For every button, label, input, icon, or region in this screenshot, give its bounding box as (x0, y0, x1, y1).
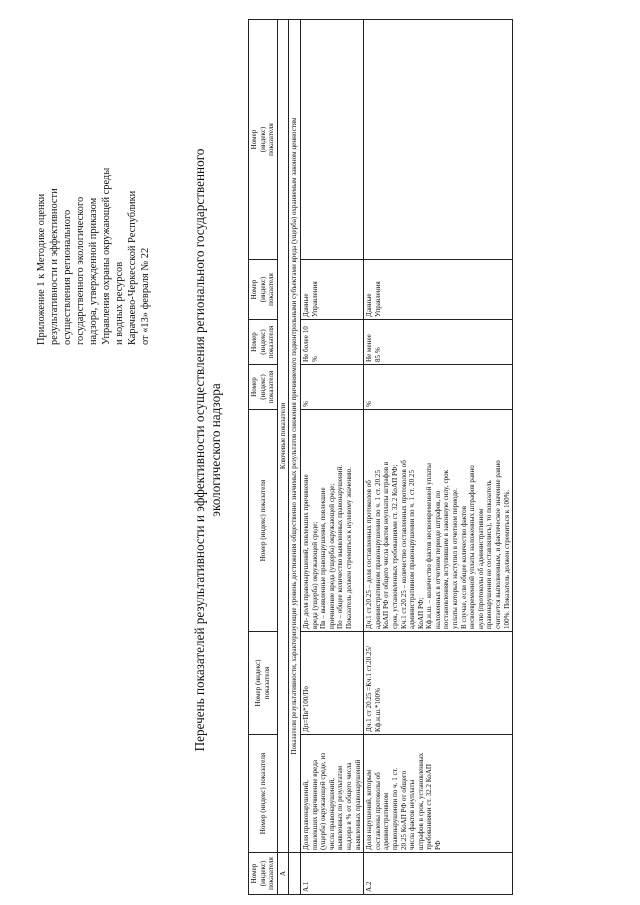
indicator-name: Доля нарушений, которым составлены протоколы об административном правонарушении по ч. 1 ст. 20.25 КоАП РФ от общего числа фактов неуплаты штрафов в срок, установленных требованиями ст. 32.2 КоАП РФ (364, 735, 513, 853)
group-description: Показатели результативности, характеризующие уровень достижения общественно значимых результатов снижения причиняемого подконтрольными субъектами вреда (ущерба) охраняемым законом ценностям (289, 20, 301, 853)
appendix-line: и водных ресурсов (114, 261, 125, 345)
indicator-unit: % (364, 365, 513, 410)
group-empty-cell (289, 853, 301, 895)
indicator-target: Не более 10 % (300, 320, 363, 365)
header-cell: Номер (индекс) показателя (249, 260, 278, 320)
indicator-unit: % (300, 365, 363, 410)
section-label: А (277, 853, 289, 895)
appendix-line: результативности и эффективности (49, 188, 60, 345)
group-row (289, 20, 301, 895)
indicator-name: Доля правонарушений, повлекших причинение вреда (ущерба) окружающей среде, из числа правонарушений, выявленных по результатам надзора в % от общего числа выявленных правонарушений (300, 735, 363, 853)
table-row (364, 20, 513, 895)
appendix-line: надзора, утвержденной приказом (88, 197, 99, 345)
indicator-target: Не менее 85 % (364, 320, 513, 365)
section-row (277, 20, 289, 895)
indicators-table (248, 19, 513, 895)
header-cell: Номер (индекс) показателя (249, 632, 278, 735)
header-cell: Номер (индекс) показателя (249, 735, 278, 853)
document-title (192, 50, 224, 850)
indicator-description: Дч.1 ст.20.25 – доля составленных протоколов об административном правонарушении по ч. 1 ст. 20.25 КоАП РФ от общего числа фактов неуплаты штрафов в срок, установленных требованиями ст. 32.2 КоАП РФ; Кч.1 ст.20.25 – количество составленных протоколов об административном правонарушении по ч. 1 ст. 20.25 КоАП РФ; Кф.н.ш. – количество фактов несвоевременной уплаты наложенных в отчетном периоде штрафов, по постановлениям, вступившим в законную силу, срок уплаты которых наступил в отчетном периоде. В случае, если общее количество фактов несвоевременной уплаты наложенных штрафов равно нулю (протоколы об административном правонарушении не составлялись), то показатель считается выполненным, и фактическое значение равно 100%. Показатель должен стремиться к 100%. (364, 410, 513, 632)
indicator-formula: Дп=Пв*100/По (300, 632, 363, 735)
indicator-extra-cell (364, 20, 513, 260)
title-line: Перечень показателей результативности и эффективности осуществления регионального государственного (192, 148, 207, 752)
title-line: экологического надзора (208, 383, 223, 517)
indicator-description: Дп- доля правонарушений, повлекших причинение вреда (ущерба) окружающей среде; Пв – выявленные правонарушения, повлекшие причинение вреда (ущерба) окружающей среде; По – общее количество выявленных правонарушений. Показатель должен стремиться к нулевому значению. (300, 410, 363, 632)
indicator-extra-cell (300, 20, 363, 260)
table-row (300, 20, 363, 895)
appendix-line: осуществления регионального (62, 209, 73, 345)
appendix-line: государственного экологического (75, 196, 86, 345)
indicator-id: А.2 (364, 853, 513, 895)
indicator-source: Данные Управления (300, 260, 363, 320)
header-cell: Номер (индекс) показателя (249, 320, 278, 365)
header-cell: Номер (индекс) показателя (249, 20, 278, 260)
key-indicators-label: Ключевые показатели (277, 20, 289, 853)
appendix-line: Карачаево-Черкесской Республики (127, 190, 138, 345)
indicator-id: А.1 (300, 853, 363, 895)
indicator-source: Данные Управления (364, 260, 513, 320)
header-row (249, 20, 278, 895)
header-cell: Номер (индекс) показателя (249, 365, 278, 410)
header-cell: Номер (индекс) показателя (249, 410, 278, 632)
appendix-note (35, 25, 152, 345)
indicator-formula: Дч.1 ст 20.25 =Кч.1 ст.20.25/ Кф.н.ш.*100% (364, 632, 513, 735)
appendix-line: от «13» февраля № 22 (140, 247, 151, 345)
header-cell: Номер (индекс) показателя (249, 853, 278, 895)
appendix-line: Приложение 1 к Методике оценки (36, 193, 47, 345)
appendix-line: Управления охраны окружающей среды (101, 167, 112, 345)
